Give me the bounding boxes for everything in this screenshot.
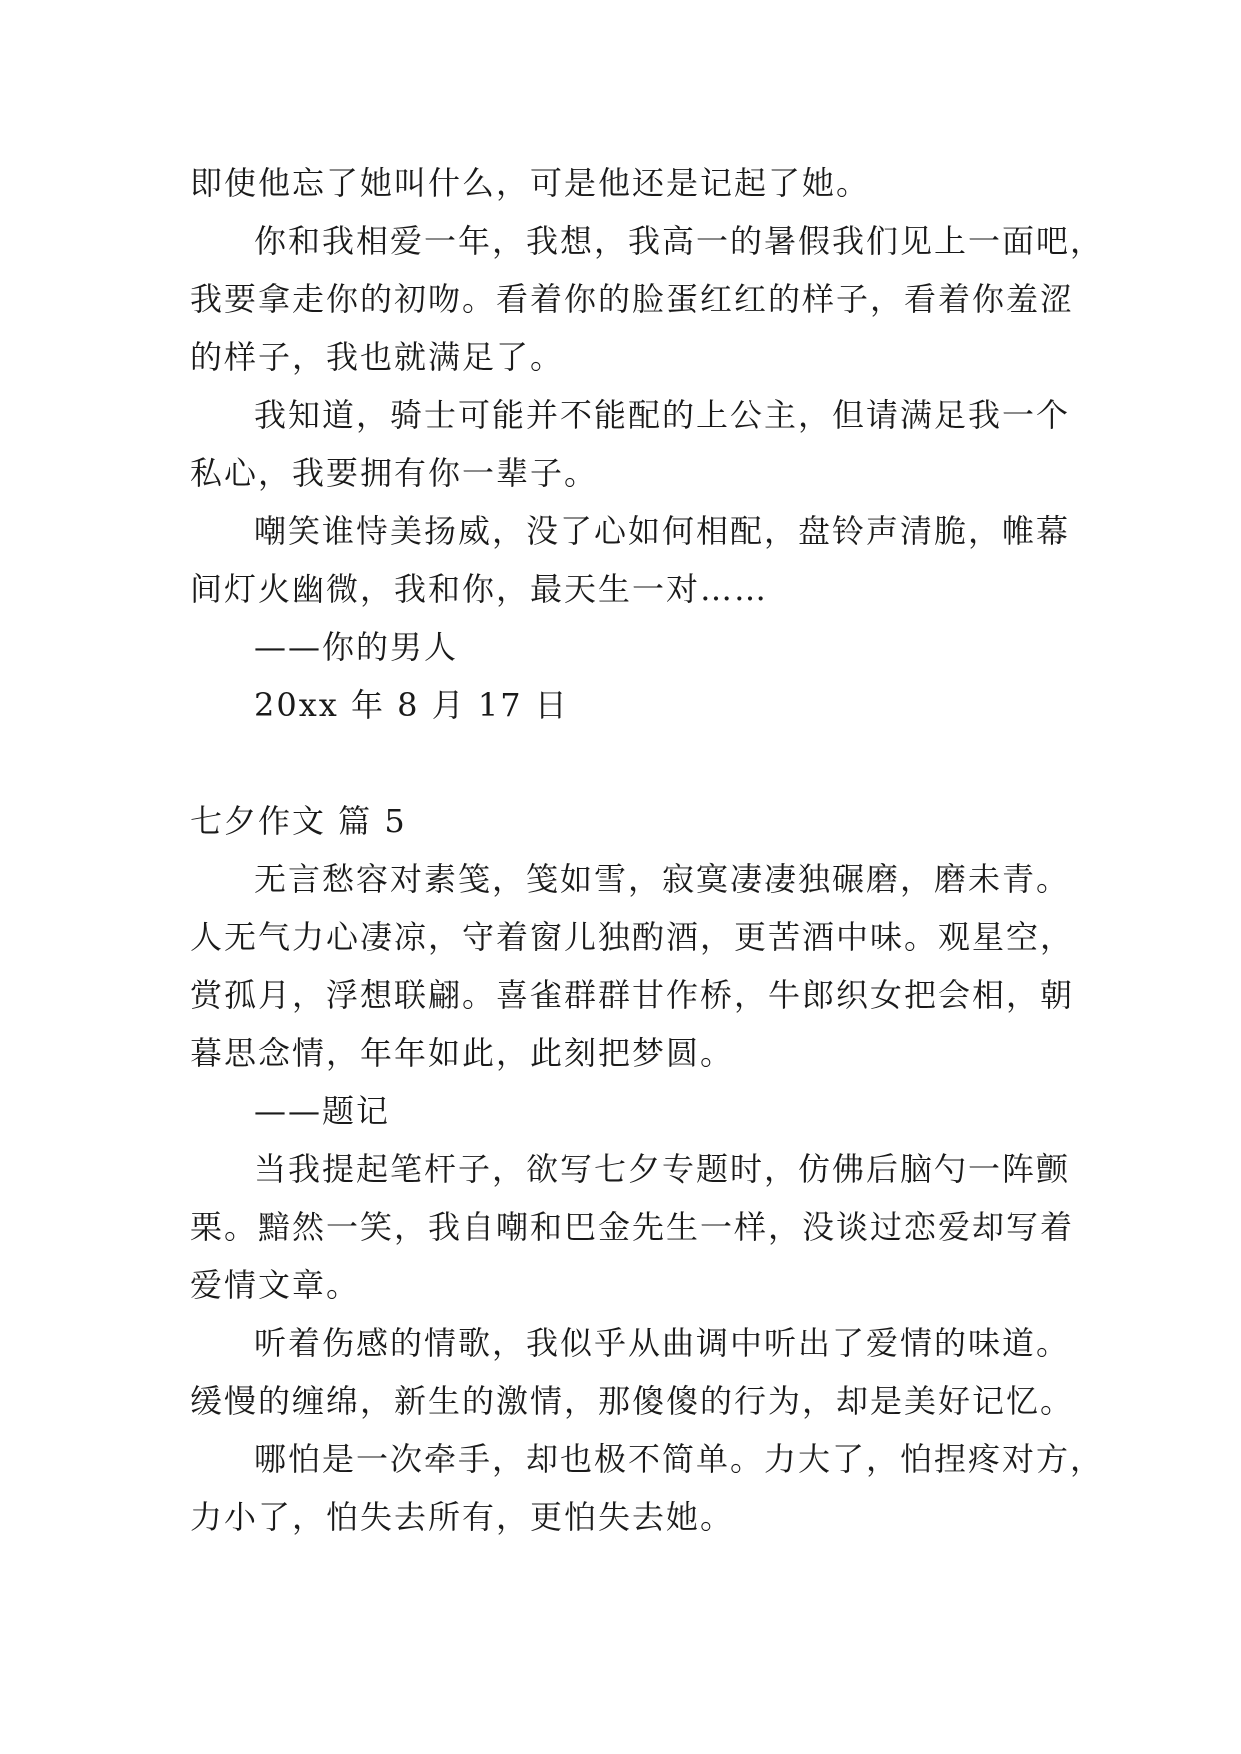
text-line: 听着伤感的情歌，我似乎从曲调中听出了爱情的味道。 xyxy=(254,1324,1071,1362)
text-line: 七夕作文 篇 5 xyxy=(190,802,407,840)
text-line: 力小了，怕失去所有，更怕失去她。 xyxy=(190,1498,735,1536)
text-line: 即使他忘了她叫什么，可是他还是记起了她。 xyxy=(190,164,871,202)
text-line: 私心，我要拥有你一辈子。 xyxy=(190,454,599,492)
text-line: 我知道，骑士可能并不能配的上公主，但请满足我一个 xyxy=(254,396,1071,434)
text-line: 的样子，我也就满足了。 xyxy=(190,338,565,376)
text-line: 暮思念情，年年如此，此刻把梦圆。 xyxy=(190,1034,735,1072)
text-line: 间灯火幽微，我和你，最天生一对…… xyxy=(190,570,769,608)
text-line: ——你的男人 xyxy=(254,628,459,666)
text-line: 无言愁容对素笺，笺如雪，寂寞凄凄独碾磨，磨未青。 xyxy=(254,860,1071,898)
text-line: ——题记 xyxy=(254,1092,391,1130)
text-line: 栗。黯然一笑，我自嘲和巴金先生一样，没谈过恋爱却写着 xyxy=(190,1208,1075,1246)
text-line: 赏孤月，浮想联翩。喜雀群群甘作桥，牛郎织女把会相，朝 xyxy=(190,976,1075,1014)
blank-line xyxy=(190,734,1070,792)
text-line: 20xx 年 8 月 17 日 xyxy=(254,686,569,724)
document-body xyxy=(190,154,1105,1546)
text-line: 嘲笑谁恃美扬威，没了心如何相配，盘铃声清脆，帷幕 xyxy=(254,512,1071,550)
text-line: 缓慢的缠绵，新生的激情，那傻傻的行为，却是美好记忆。 xyxy=(190,1382,1075,1420)
text-line: 你和我相爱一年，我想，我高一的暑假我们见上一面吧， xyxy=(254,222,1105,260)
text-line: 当我提起笔杆子，欲写七夕专题时，仿佛后脑勺一阵颤 xyxy=(254,1150,1071,1188)
text-line: 人无气力心凄凉，守着窗儿独酌酒，更苦酒中味。观星空， xyxy=(190,918,1075,956)
text-line: 哪怕是一次牵手，却也极不简单。力大了，怕捏疼对方， xyxy=(254,1440,1105,1478)
text-line: 爱情文章。 xyxy=(190,1266,361,1304)
text-line: 我要拿走你的初吻。看着你的脸蛋红红的样子，看着你羞涩 xyxy=(190,280,1075,318)
